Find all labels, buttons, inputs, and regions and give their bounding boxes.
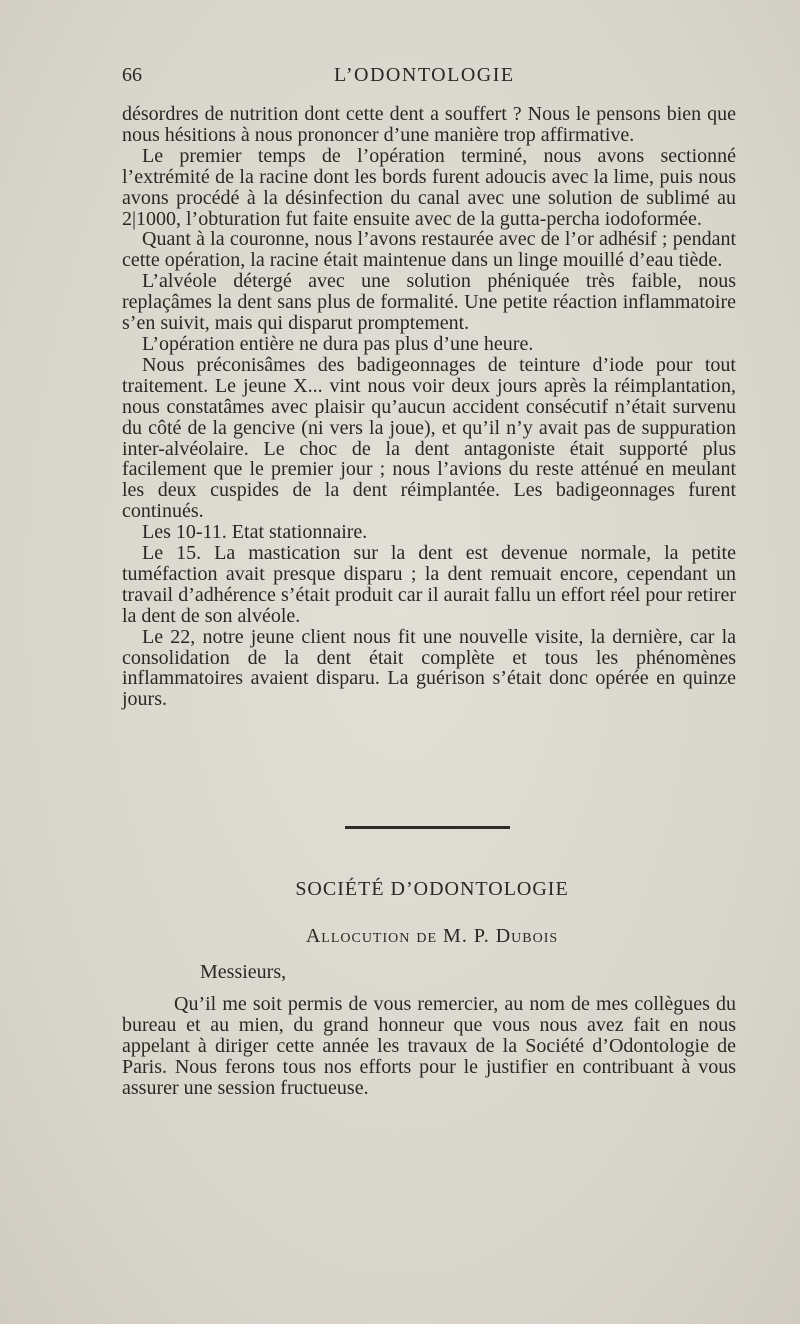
- running-head: [122, 64, 742, 92]
- paragraph: L’alvéole détergé avec une solution phéniquée très faible, nous replaçâmes la dent sans plus de formalité. Une petite réaction inflammatoire s’en suivit, mais qui disparut promptement.: [122, 270, 736, 335]
- paragraph: Quant à la couronne, nous l’avons restaurée avec de l’or adhésif ; pendant cette opération, la racine était maintenue dans un linge mouillé d’eau tiède.: [122, 228, 736, 272]
- page-number: 66: [122, 64, 142, 86]
- paragraph: Nous préconisâmes des badigeonnages de teinture d’iode pour tout traitement. Le jeune X... vint nous voir deux jours après la réimplantation, nous constatâmes avec plaisir qu’aucun accident consécutif n’était survenu du côté de la gencive (ni vers la joue), et qu’il n’y avait pas de suppuration inter-alvéolaire. Le choc de la dent antagoniste était supporté plus facilement que le premier jour ; nous l’avions du reste atténué en meulant les deux cuspides de la dent réimplantée. Les badigeonnages furent continués.: [122, 353, 736, 523]
- paragraph: L’opération entière ne dura pas plus d’une heure.: [142, 332, 534, 355]
- journal-title: L’ODONTOLOGIE: [334, 64, 515, 86]
- section-title: SOCIÉTÉ D’ODONTOLOGIE: [295, 878, 569, 900]
- salutation: Messieurs,: [200, 961, 287, 983]
- paragraph: désordres de nutrition dont cette dent a souffert ? Nous le pensons bien que nous hésitions à nous prononcer d’une manière trop affirmative.: [122, 103, 736, 146]
- paragraph: Le 22, notre jeune client nous fit une nouvelle visite, la dernière, car la consolidation de la dent était complète et tous les phénomènes inflammatoires avaient disparu. La guérison s’était donc opérée en quinze jours.: [122, 625, 736, 711]
- paragraph: Qu’il me soit permis de vous remercier, au nom de mes collègues du bureau et au mien, du grand honneur que vous nous avez fait en nous appelant à diriger cette année les travaux de la Société d’Odontologie de Paris. Nous ferons tous nos efforts pour le justifier en contribuant à vous assurer une session fructueuse.: [122, 993, 736, 1099]
- paragraph: Les 10-11. Etat stationnaire.: [142, 521, 368, 544]
- section-divider: [345, 826, 510, 829]
- paragraph: Le premier temps de l’opération terminé, nous avons sectionné l’extrémité de la racine dont les bords furent adoucis avec la lime, puis nous avons procédé à la désinfection du canal avec une solution de sublimé au 2|1000, l’obturation fut faite ensuite avec de la gutta-percha iodoformée.: [122, 144, 736, 230]
- article-body: [122, 104, 736, 710]
- section-subtitle: Allocution de M. P. Dubois: [305, 925, 559, 947]
- paragraph: Le 15. La mastication sur la dent est devenue normale, la petite tuméfaction avait presque disparu ; la dent remuait encore, cependant un travail d’adhérence s’était produit car il aurait fallu un effort réel pour retirer la dent de son alvéole.: [122, 542, 736, 627]
- speech-body: [122, 994, 736, 1099]
